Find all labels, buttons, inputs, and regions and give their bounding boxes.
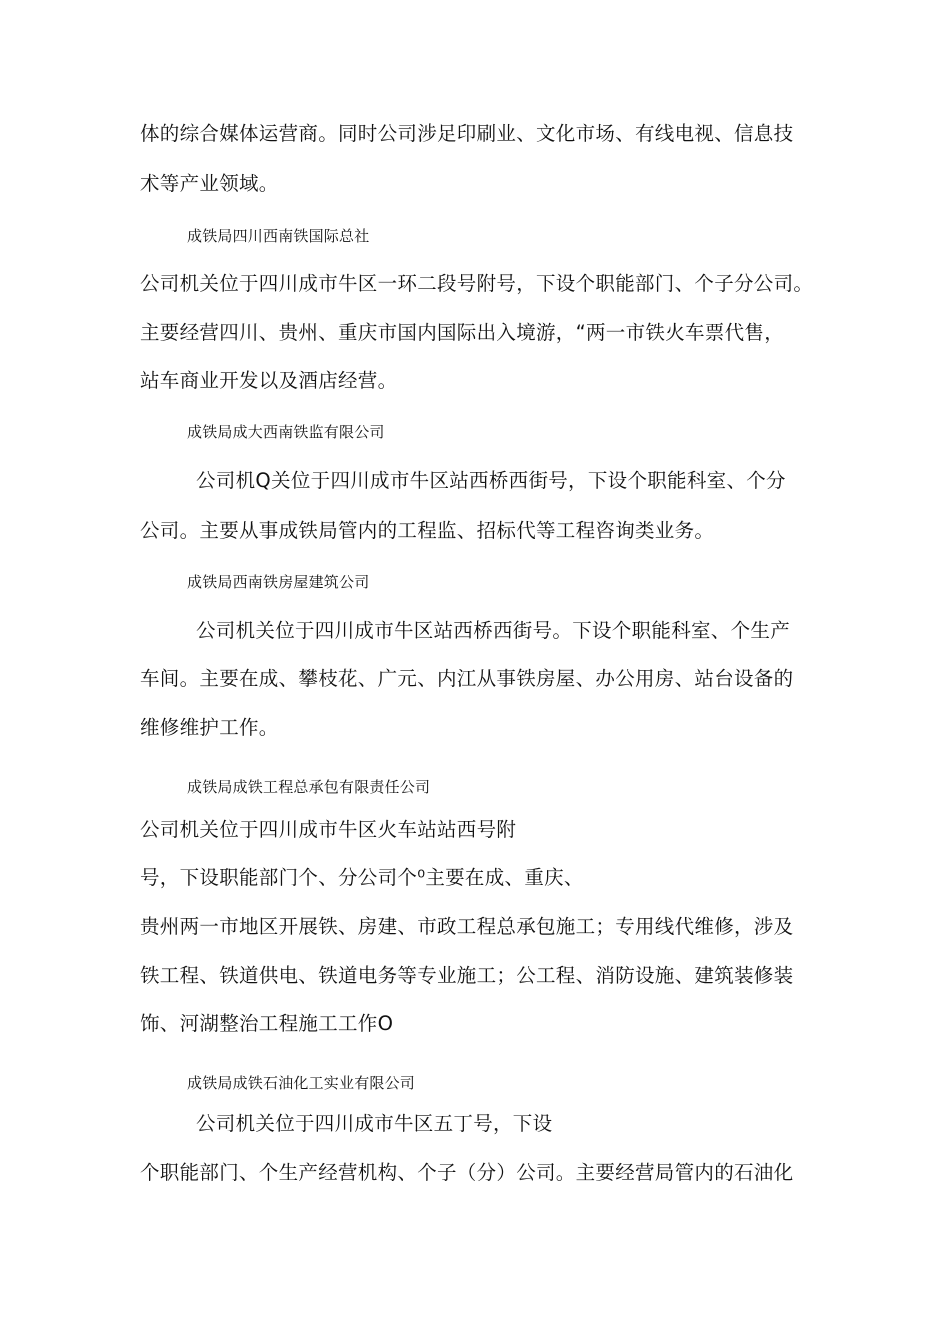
body-text-line: 公司机关位于四川成市牛区一环二段号附号，下设个职能部门、个子分公司。	[140, 272, 814, 295]
body-text-line: 主要经营四川、贵州、重庆市国内国际出入境游，“两一市铁火车票代售，	[140, 321, 785, 344]
section-heading: 成铁局成铁石油化工实业有限公司	[187, 1074, 416, 1092]
section-heading: 成铁局成铁工程总承包有限责任公司	[187, 778, 431, 796]
body-text-line: 公司机关位于四川成市牛区站西桥西街号。下设个职能科室、个生产	[196, 619, 791, 642]
body-text-line: 公司机关位于四川成市牛区火车站站西号附	[140, 818, 517, 841]
body-text-line: 站车商业开发以及酒店经营。	[140, 369, 398, 392]
section-heading: 成铁局西南铁房屋建筑公司	[187, 573, 370, 591]
body-text-line: 铁工程、铁道供电、铁道电务等专业施工；公工程、消防设施、建筑装修装	[140, 964, 794, 987]
body-text-line: 饰、河湖整治工程施工工作O	[140, 1012, 394, 1035]
body-text-line: 术等产业领域。	[140, 172, 279, 195]
body-text-line: 公司机关位于四川成市牛区五丁号，下设	[196, 1112, 553, 1135]
body-text-line: 维修维护工作。	[140, 716, 279, 739]
body-text-line: 车间。主要在成、攀枝花、广元、内江从事铁房屋、办公用房、站台设备的	[140, 667, 794, 690]
body-text-line: 公司机Q关位于四川成市牛区站西桥西街号，下设个职能科室、个分	[196, 469, 786, 492]
body-text-line: 体的综合媒体运营商。同时公司涉足印刷业、文化市场、有线电视、信息技	[140, 122, 794, 145]
section-heading: 成铁局四川西南铁国际总社	[187, 227, 370, 245]
body-text-line: 个职能部门、个生产经营机构、个子（分）公司。主要经营局管内的石油化	[140, 1161, 794, 1184]
body-text-line: 号，下设职能部门个、分公司个⁰主要在成、重庆、	[140, 866, 584, 889]
body-text-line: 公司。主要从事成铁局管内的工程监、招标代等工程咨询类业务。	[140, 519, 715, 542]
section-heading: 成铁局成大西南铁监有限公司	[187, 423, 385, 441]
body-text-line: 贵州两一市地区开展铁、房建、市政工程总承包施工；专用线代维修，涉及	[140, 915, 794, 938]
